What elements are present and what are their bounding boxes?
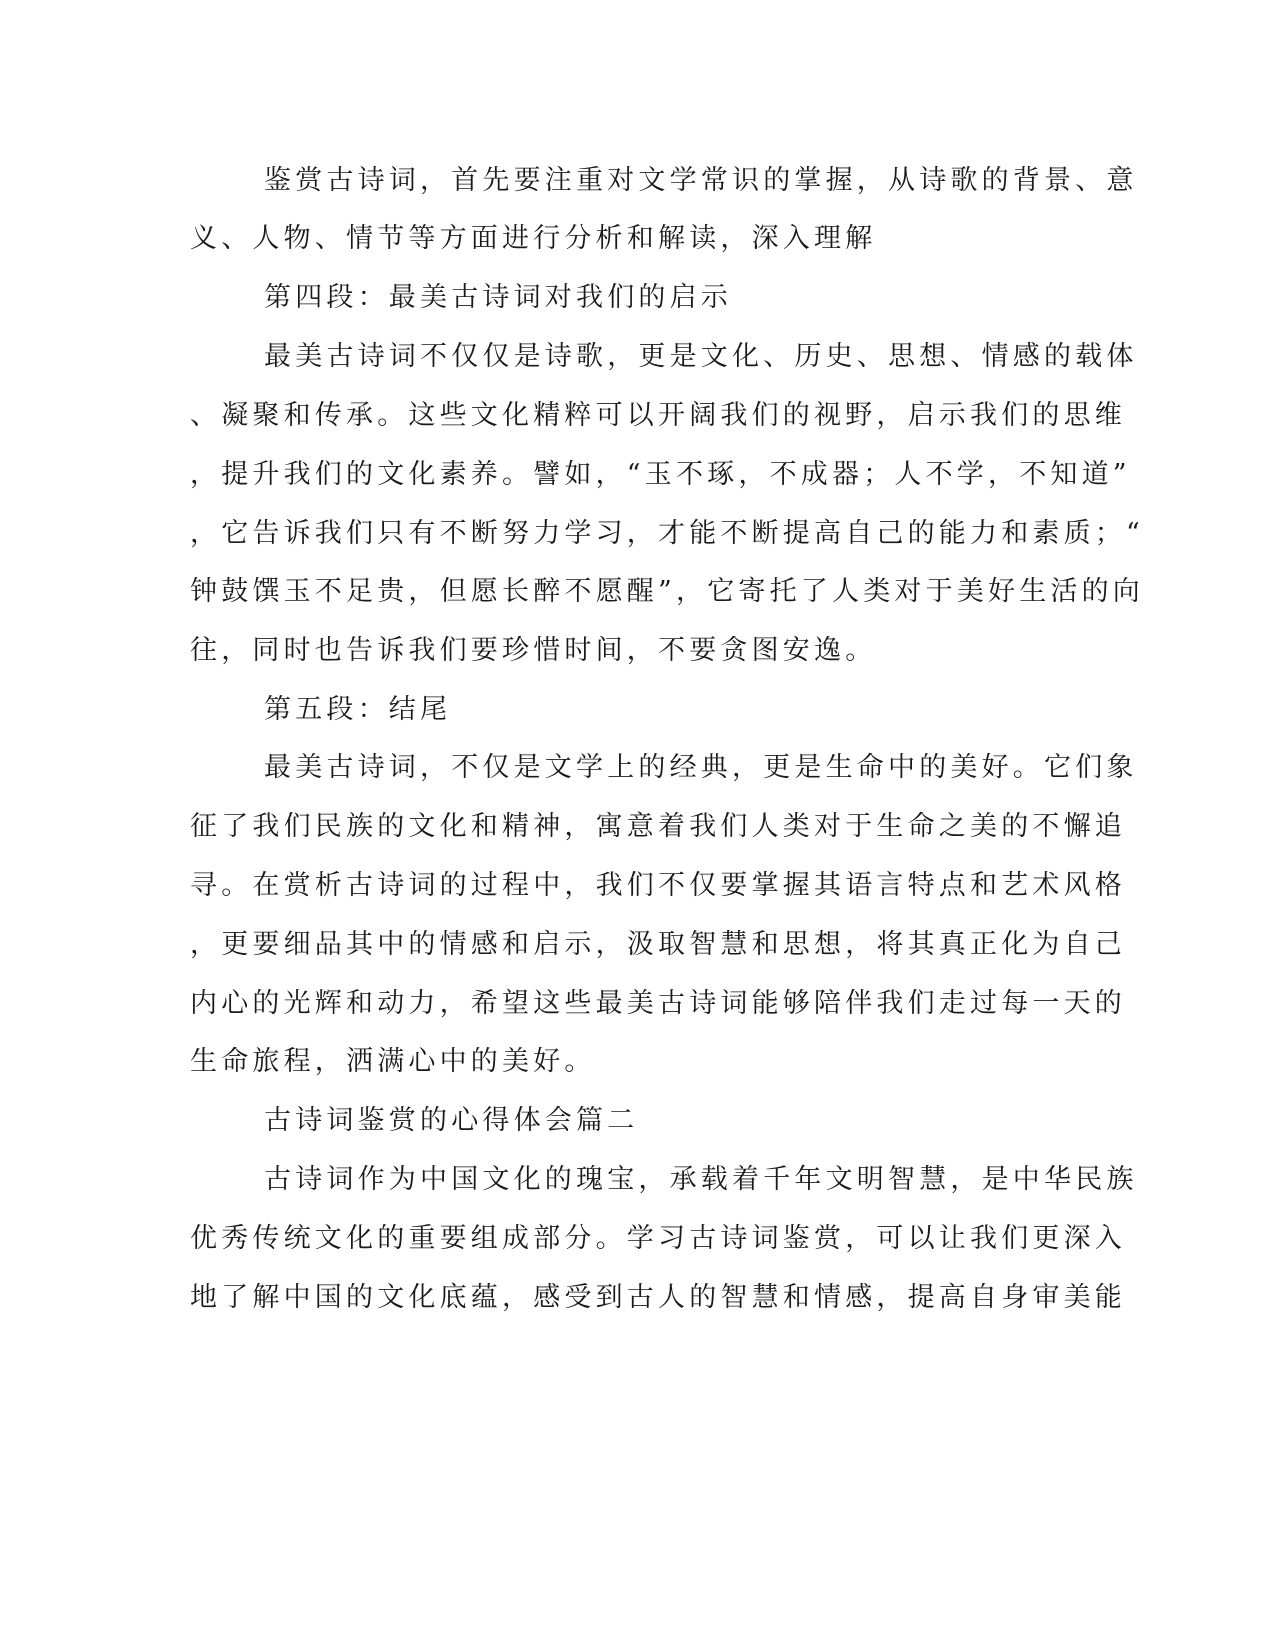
paragraph-line: 古诗词作为中国文化的瑰宝，承载着千年文明智慧，是中华民族 xyxy=(264,1164,1138,1195)
paragraph-line: 义、人物、情节等方面进行分析和解读，深入理解 xyxy=(190,223,877,254)
paragraph-line: 内心的光辉和动力，希望这些最美古诗词能够陪伴我们走过每一天的 xyxy=(190,988,1126,1019)
paragraph-line: 生命旅程，洒满心中的美好。 xyxy=(190,1046,596,1077)
paragraph-line: 地了解中国的文化底蕴，感受到古人的智慧和情感，提高自身审美能 xyxy=(190,1282,1126,1313)
paragraph-line: 钟鼓馔玉不足贵，但愿长醉不愿醒”，它寄托了人类对于美好生活的向 xyxy=(190,576,1145,607)
paragraph-line: 最美古诗词，不仅是文学上的经典，更是生命中的美好。它们象 xyxy=(264,752,1138,783)
paragraph-line: ，更要细品其中的情感和启示，汲取智慧和思想，将其真正化为自己 xyxy=(190,929,1126,960)
section-heading: 古诗词鉴赏的心得体会篇二 xyxy=(264,1105,639,1136)
paragraph-line: 寻。在赏析古诗词的过程中，我们不仅要掌握其语言特点和艺术风格 xyxy=(190,870,1126,901)
paragraph-line: 鉴赏古诗词，首先要注重对文学常识的掌握，从诗歌的背景、意 xyxy=(264,165,1138,196)
section-heading: 第五段：结尾 xyxy=(264,694,452,725)
paragraph-line: 最美古诗词不仅仅是诗歌，更是文化、历史、思想、情感的载体 xyxy=(264,341,1138,372)
paragraph-line: 优秀传统文化的重要组成部分。学习古诗词鉴赏，可以让我们更深入 xyxy=(190,1223,1126,1254)
paragraph-line: 往，同时也告诉我们要珍惜时间，不要贪图安逸。 xyxy=(190,635,877,666)
paragraph-line: ，它告诉我们只有不断努力学习，才能不断提高自己的能力和素质；“ xyxy=(190,518,1145,549)
section-heading: 第四段：最美古诗词对我们的启示 xyxy=(264,282,732,313)
paragraph-line: 、凝聚和传承。这些文化精粹可以开阔我们的视野，启示我们的思维 xyxy=(190,400,1126,431)
paragraph-line: 征了我们民族的文化和精神，寓意着我们人类对于生命之美的不懈追 xyxy=(190,811,1126,842)
paragraph-line: ，提升我们的文化素养。譬如，“玉不琢，不成器；人不学，不知道” xyxy=(190,459,1131,490)
